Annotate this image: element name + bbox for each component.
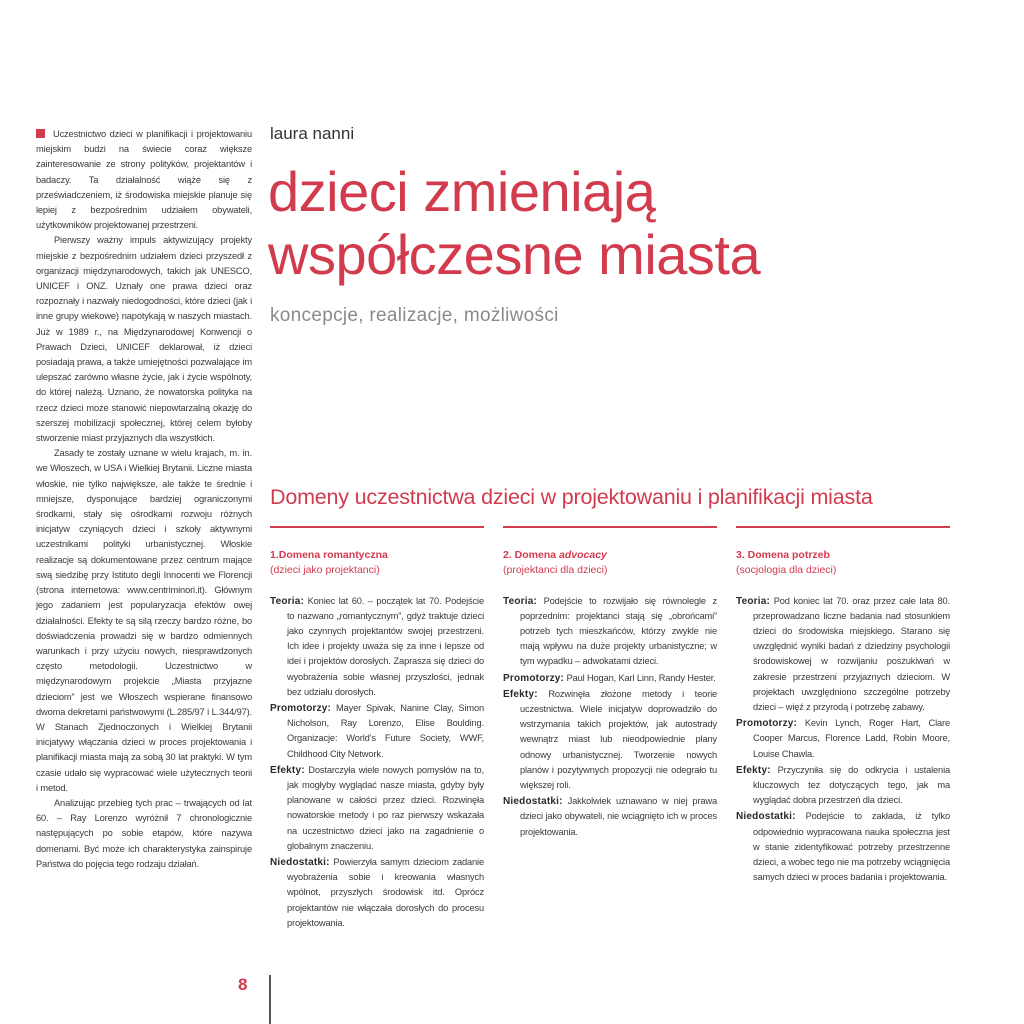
entry-text: Rozwinęła złożone metody i teorie uczestnictwa. Wiele inicjatyw doprowadziło do wstrzymania takich projektów, jak autostrady wewnątrz miast lub nieodpowiednie plany odnowy urbanistycznej. Tworzenie nowych planów i pozytywnych propozycji nie odegrało tu większej roli. — [520, 688, 718, 790]
entry-theory — [736, 594, 950, 716]
page-number: 8 — [238, 975, 248, 994]
entry-theory — [503, 594, 717, 670]
domain-heading-text: 3. Domena potrzeb — [736, 548, 830, 561]
body-paragraph: Pierwszy ważny impuls aktywizujący projekty miejskie z bezpośrednim udziałem dzieci przyszedł z organizacji międzynarodowych, takich jak UNESCO, UNICEF i ONZ. Uznały one prawa dzieci oraz rozpoznały i nazwały niedogodności, które dzieci (jak i inne grupy wiekowe) napotykają w naszych miastach. Już w 1989 r., na Międzynarodowej Konwencji o Prawach Dzieci, UNICEF deklarował, iż dzieci posiadają prawa, a także umiejętności pozwalające im ulepszać zarówno własne życie, jak i życie wspólnoty, do której należą. Uznano, że nowatorska polityka na rzecz dzieci może stanowić niepowtarzalną okazję do szerszej mobilizacji społecznej, której celem byłoby stworzenie miast przyjaznych dla wszystkich. — [36, 235, 252, 444]
entry-effects — [736, 763, 950, 809]
entry-text: Powierzyła samym dzieciom zadanie wyobrażenia sobie i kreowania własnych wpólnot, przyszłych środowisk itd. Oprócz projektantów nie włączała dorosłych do procesu projektowania. — [287, 856, 484, 928]
entry-text: Dostarczyła wiele nowych pomysłów na to, jak mogłyby wyglądać nasze miasta, gdyby były planowane w całości przez dzieci. Rozwinęła nowatorskie metody i po raz pierwszy wskazała na uczestnictwo dzieci jako na zagadnienie o globalnym znaczeniu. — [287, 764, 485, 851]
entry-shortcomings — [503, 794, 717, 840]
domain-heading — [736, 548, 950, 563]
domain-subheading: (projektanci dla dzieci) — [503, 563, 608, 576]
author-name: laura nanni — [270, 124, 355, 143]
domain-heading — [270, 548, 484, 563]
domain-column-2 — [503, 526, 717, 841]
domain-column-3 — [736, 526, 950, 886]
entry-label: Niedostatki: — [736, 811, 796, 823]
section-title: Domeny uczestnictwa dzieci w projektowaniu i planifikacji miasta — [270, 485, 873, 509]
entry-label: Efekty: — [270, 764, 305, 776]
entry-label: Efekty: — [736, 764, 771, 776]
entry-label: Teoria: — [503, 595, 537, 607]
column-rule — [270, 526, 484, 528]
entry-text: Przyczyniła się do odkrycia i ustalenia kluczowych tez dotyczących tego, jak ma wyglądać dobra przestrzeń dla dzieci. — [753, 764, 950, 806]
entry-label: Efekty: — [503, 688, 538, 700]
intro-paragraph-text: Uczestnictwo dzieci w planifikacji i projektowaniu miejskim budzi na świecie coraz większe zainteresowanie ze strony polityków, projektantów i badaczy. Ta działalność wiąże się z przeświadczeniem, iż środowiska miejskie planuje się lepiej z bezpośrednim udziałem obywateli, użytkowników projektowanej przestrzeni. — [36, 129, 252, 231]
entry-text: Mayer Spivak, Nanine Clay, Simon Nicholson, Ray Lorenzo, Elise Boulding. Organizacje: World’s Future Society, WWF, Childhood City Network. — [287, 702, 485, 759]
entry-promoters — [736, 716, 950, 762]
entry-text: Podejście to rozwijało się równolegle z poprzednim: projektanci stają się „obrońcami” potrzeb tych mieszkańców, którzy zwykle nie mają wpływu na duże projekty urbanistyczne; w tym wypadku – adwokatami dzieci. — [520, 595, 717, 667]
domain-heading-emphasis: advocacy — [559, 548, 607, 561]
entry-label: Niedostatki: — [270, 856, 330, 868]
body-paragraph: Zasady te zostały uznane w wielu krajach, m. in. we Włoszech, w USA i Wielkiej Brytanii. Liczne miasta włoskie, nie tylko największe, ale także te średnie i mniejsze, dysponujące bardziej ograniczonymi środkami, stały się ośrodkami rozwoju różnych inicjatyw czyniących dzieci i szkoły aktywnymi uczestnikami polityki urbanistycznej. Włoskie realizacje są dokumentowane przez centrum mające swą siedzibę przy Istituto degli Innocenti we Florencji (strona internetowa: www.centriminori.it). Głównym jego zadaniem jest popularyzacja efektów owej działalności. Efekty te są silą rzeczy bardzo różne, bo doświadczenia prowadzi się w bardzo odmiennych warunkach i przy użyciu nowych, niesprawdzonych często metodologii. Uczestnictwo w międzynarodowym projekcie „Miasta przyjazne dzieciom” jest we Włoszech wspierane finansowo dwoma dekretami państwowymi (L.285/97 i L.344/97). W Stanach Zjednoczonych i Wielkiej Brytanii inicjatywy włączania dzieci w proces projektowania i planifikacji miasta mają za sobą 30 lat praktyki. W tym czasie udało się wypracować wiele użytecznych teorii i metod. — [36, 448, 252, 793]
domain-heading — [503, 548, 717, 563]
entry-label: Promotorzy: — [736, 718, 798, 730]
entry-label: Promotorzy: — [503, 672, 565, 684]
entry-label: Promotorzy: — [270, 702, 332, 714]
entry-effects — [270, 763, 484, 854]
entry-effects — [503, 687, 717, 793]
title-line-2: współczesne miasta — [268, 223, 761, 286]
entry-theory — [270, 594, 484, 700]
entry-promoters — [270, 701, 484, 762]
title-line-1: dzieci zmieniają — [268, 160, 656, 223]
entry-label: Teoria: — [736, 595, 770, 607]
article-subtitle: koncepcje, realizacje, możliwości — [270, 305, 559, 326]
column-rule — [503, 526, 717, 528]
entry-label: Niedostatki: — [503, 796, 563, 808]
entry-label: Teoria: — [270, 595, 304, 607]
column-rule — [736, 526, 950, 528]
entry-shortcomings — [270, 855, 484, 931]
entry-promoters — [503, 671, 717, 686]
entry-text: Paul Hogan, Karl Linn, Randy Hester. — [566, 672, 716, 683]
footer-divider — [269, 975, 271, 1024]
article-title — [268, 160, 760, 286]
domain-subheading: (socjologia dla dzieci) — [736, 563, 837, 576]
domain-column-1 — [270, 526, 484, 932]
entry-text: Pod koniec lat 70. oraz przez całe lata 80. przeprowadzano liczne badania nad stosunkiem dzieci do środowiska miejskiego. Starano się uwzględnić wyniki badań z dziedziny psychologii środowiskowej w rozwijaniu poszukiwań w zakresie przestrzeni przyjaznych dzieciom. W projektach uwzględniono szczególne potrzeby dzieci – więź z przyrodą i potrzebę zabawy. — [753, 595, 950, 712]
entry-shortcomings — [736, 809, 950, 885]
entry-text: Jakkolwiek uznawano w niej prawa dzieci jako obywateli, nie wciągnięto ich w proces projektowania. — [520, 796, 718, 837]
entry-text: Podejście to zakłada, iż tylko odpowiednio wypracowana nauka społeczna jest w stanie zidentyfikować potrzeby przestrzenne dzieci, a wobec tego nie ma potrzeby wciągnięcia samych dzieci w proces badania i projektowania. — [753, 811, 950, 883]
body-paragraph: Analizując przebieg tych prac – trwających od lat 60. – Ray Lorenzo wyróżnił 7 chronologicznie następujących po sobie etapów, które nazywa domenami. Być może ich charakterystyka zainspiruje Państwa do pojęcia tego rodzaju działań. — [36, 797, 252, 869]
intro-column — [36, 127, 252, 872]
red-square-marker — [36, 129, 45, 138]
domain-heading-text: 1.Domena romantyczna — [270, 548, 388, 561]
entry-text: Koniec lat 60. – początek lat 70. Podejście to nazwano „romantycznym”, gdyż traktuje dzieci jako czynnych projektantów swojej przestrzeni. Ich idee i projekty uważa się za inne i lepsze od idei i projektów dorosłych. Zaprasza się dzieci do wyobrażenia sobie własnej przyszłości, jednak bez udziału dorosłych. — [287, 595, 484, 697]
entry-text: Kevin Lynch, Roger Hart, Clare Cooper Marcus, Florence Ladd, Robin Moore, Louise Chawla. — [753, 718, 950, 759]
intro-paragraph — [36, 127, 252, 233]
domain-heading-text: 2. Domena — [503, 548, 560, 561]
domain-subheading: (dzieci jako projektanci) — [270, 563, 380, 576]
